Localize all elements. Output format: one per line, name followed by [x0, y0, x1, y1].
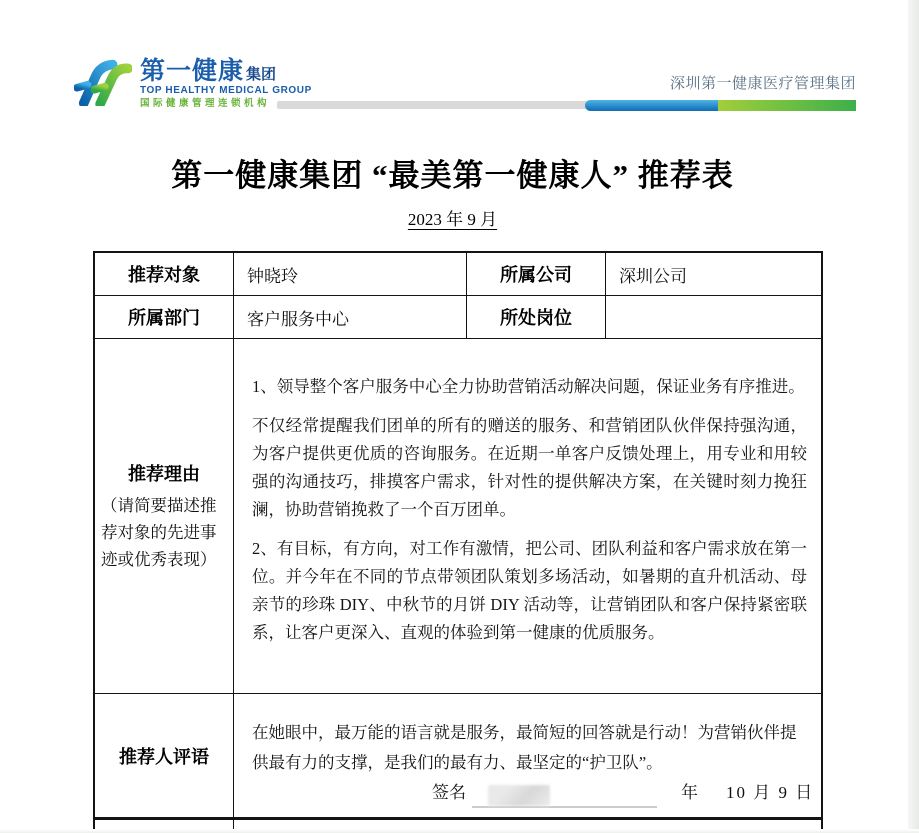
signature-redacted-blur: [488, 785, 550, 806]
field-value-company: 深圳公司: [606, 253, 821, 296]
reason-label-title: 推荐理由: [128, 463, 200, 484]
field-value-department: 客户服务中心: [234, 296, 467, 339]
bar-segment-blue: [585, 100, 718, 111]
brand-name-cn: 第一健康: [140, 57, 245, 85]
field-label-position: 所处岗位: [467, 296, 606, 339]
bar-segment-gray: [277, 101, 589, 109]
reason-paragraph-1: 1、领导整个客户服务中心全力协助营销活动解决问题，保证业务有序推进。: [252, 377, 805, 396]
field-value-position: [606, 296, 821, 339]
table-row: [95, 339, 821, 694]
page-date-text: 2023 年 9 月: [407, 210, 498, 229]
company-logo-icon: [74, 54, 132, 106]
field-label-referrer-comment: 推荐人评语: [95, 694, 234, 820]
signature-row: [432, 778, 814, 808]
reason-text-cell: [234, 339, 821, 694]
signature-year-label: 年: [681, 783, 698, 802]
field-label-reason: [95, 339, 234, 694]
table-row: [95, 253, 821, 296]
table-row: [95, 694, 821, 820]
reason-paragraph-3: 2、有目标，有方向，对工作有激情，把公司、团队利益和客户需求放在第一位。并今年在不同的节点带领团队策划多场活动，如暑期的直升机活动、母亲节的珍珠 DIY、中秋节的月饼 DIY 活动等，让营销团队和客户保持紧密联系，让客户更深入、直观的体验到第一健康的优质服务。: [252, 539, 807, 642]
signature-line: [472, 782, 657, 808]
page-title: 第一健康集团 “最美第一健康人” 推荐表: [171, 158, 734, 193]
header-divider-bar: [277, 100, 856, 111]
signature-label: 签名: [432, 783, 466, 802]
header-company-name: 深圳第一健康医疗管理集团: [669, 75, 856, 92]
field-value-recommended-person: 钟晓玲: [234, 253, 467, 296]
reason-label-note: （请简要描述推荐对象的先进事迹或优秀表现）: [101, 495, 217, 569]
brand-name-en: TOP HEALTHY MEDICAL GROUP: [140, 85, 312, 96]
scan-edge-bottom: [0, 829, 919, 833]
brand-name-suffix: 集团: [246, 66, 277, 83]
scan-edge-right: [908, 0, 919, 833]
table-row: [95, 296, 821, 339]
referrer-comment-cell: [234, 694, 821, 820]
reason-paragraph-2: 不仅经常提醒我们团单的所有的赠送的服务、和营销团队伙伴保持强沟通，为客户提供更优质的咨询服务。在近期一单客户反馈处理上，用专业和用较强的沟通技巧，排摸客户需求，针对性的提供解决方案，在关键时刻力挽狂澜，协助营销挽救了一个百万团单。: [252, 416, 807, 519]
field-label-recommended-person: 推荐对象: [95, 253, 234, 296]
referrer-comment-text: 在她眼中，最万能的语言就是服务，最简短的回答就是行动！为营销伙伴提供最有力的支撑，是我们的最有力、最坚定的“护卫队”。: [252, 723, 797, 772]
page-date: [0, 205, 905, 230]
bar-segment-green: [718, 100, 856, 111]
signature-month-day: 10 月 9 日: [726, 783, 815, 802]
recommendation-form-table: [93, 251, 823, 833]
field-label-department: 所属部门: [95, 296, 234, 339]
brand-subtitle: 国际健康管理连锁机构: [140, 98, 271, 109]
field-label-company: 所属公司: [467, 253, 606, 296]
